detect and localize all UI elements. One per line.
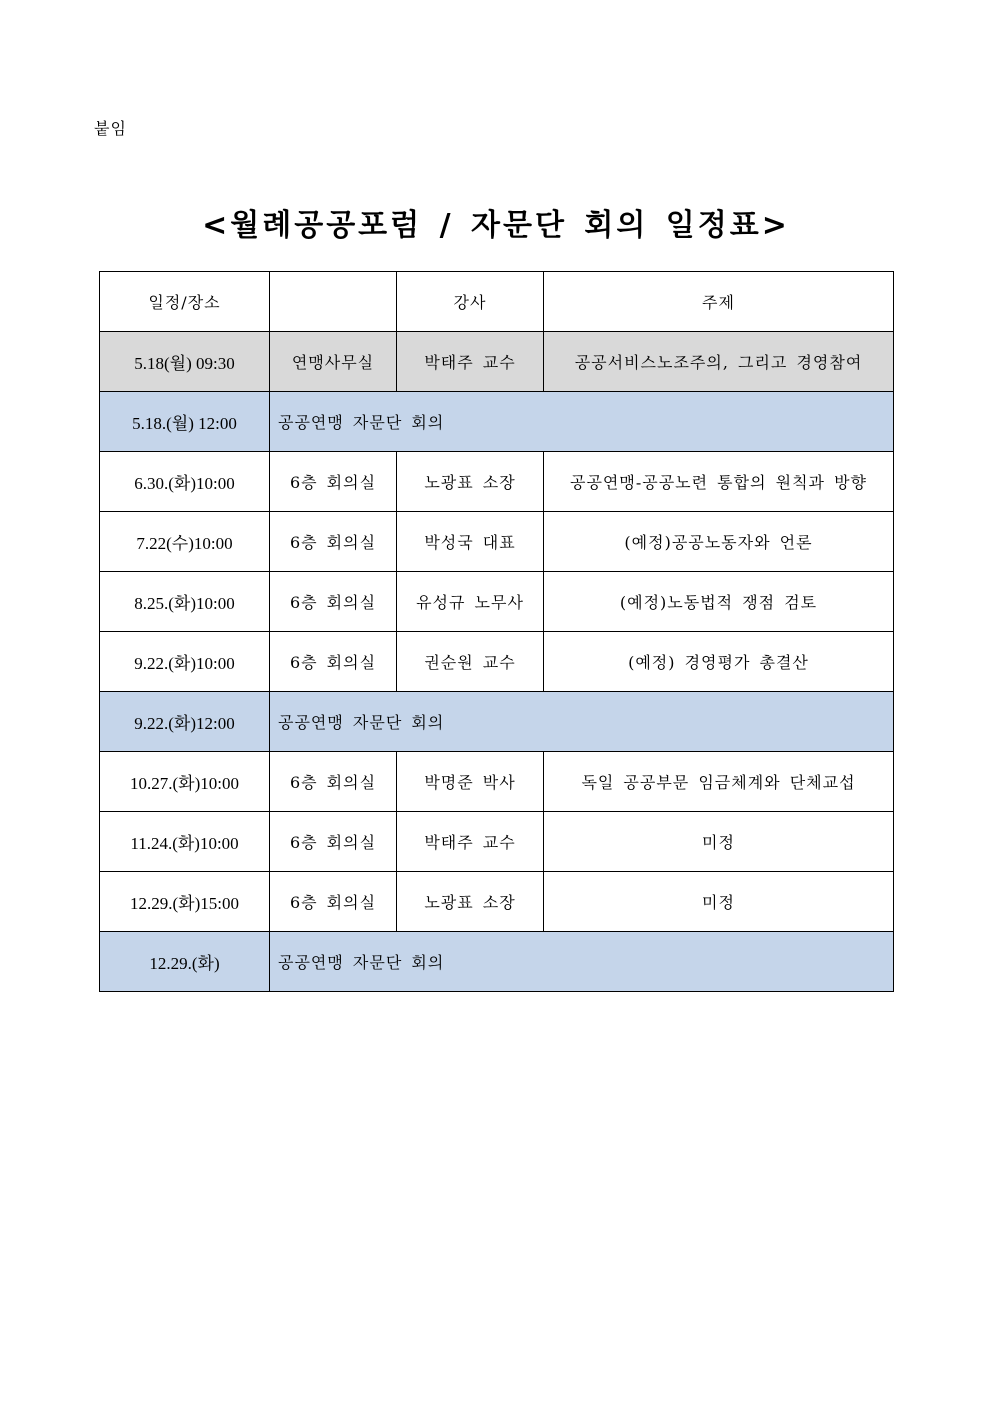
row-place-cell: 6층 회의실	[270, 872, 397, 932]
row-place-cell: 6층 회의실	[270, 572, 397, 632]
row-place-cell: 연맹사무실	[270, 332, 397, 392]
row-topic-cell: (예정)공공노동자와 언론	[544, 512, 894, 572]
row-place-cell: 6층 회의실	[270, 812, 397, 872]
table-row	[100, 752, 894, 812]
row-date-cell: 10.27.(화)10:00	[100, 752, 270, 812]
row-speaker-cell: 유성규 노무사	[397, 572, 544, 632]
row-speaker-cell: 노광표 소장	[397, 872, 544, 932]
document-title: <월례공공포럼 / 자문단 회의 일정표>	[202, 208, 790, 243]
row-topic-cell: (예정) 경영평가 총결산	[544, 632, 894, 692]
row-speaker-cell: 박태주 교수	[397, 812, 544, 872]
table-row	[100, 512, 894, 572]
row-speaker-cell: 박명준 박사	[397, 752, 544, 812]
table-row	[100, 872, 894, 932]
row-date-cell: 12.29.(화)	[100, 932, 270, 992]
table-row	[100, 452, 894, 512]
row-speaker-cell: 권순원 교수	[397, 632, 544, 692]
header-topic: 주제	[544, 272, 894, 332]
row-speaker-cell: 노광표 소장	[397, 452, 544, 512]
row-date-cell: 6.30.(화)10:00	[100, 452, 270, 512]
header-speaker: 강사	[397, 272, 544, 332]
row-place-cell: 6층 회의실	[270, 632, 397, 692]
attachment-label: 붙임	[94, 119, 127, 138]
row-topic-cell: 미정	[544, 812, 894, 872]
row-speaker-cell: 박성국 대표	[397, 512, 544, 572]
row-meeting-cell: 공공연맹 자문단 회의	[270, 692, 894, 752]
table-row	[100, 692, 894, 752]
table-row	[100, 572, 894, 632]
table-row	[100, 392, 894, 452]
row-place-cell: 6층 회의실	[270, 512, 397, 572]
row-place-cell: 6층 회의실	[270, 752, 397, 812]
header-schedule: 일정/장소	[100, 272, 270, 332]
row-date-cell: 11.24.(화)10:00	[100, 812, 270, 872]
table-row	[100, 332, 894, 392]
row-date-cell: 12.29.(화)15:00	[100, 872, 270, 932]
row-date-cell: 9.22.(화)12:00	[100, 692, 270, 752]
row-speaker-cell: 박태주 교수	[397, 332, 544, 392]
row-topic-cell: 독일 공공부문 임금체계와 단체교섭	[544, 752, 894, 812]
row-place-cell: 6층 회의실	[270, 452, 397, 512]
row-date-cell: 5.18.(월) 12:00	[100, 392, 270, 452]
table-row	[100, 932, 894, 992]
table-header-row	[100, 272, 894, 332]
row-date-cell: 5.18(월) 09:30	[100, 332, 270, 392]
row-meeting-cell: 공공연맹 자문단 회의	[270, 392, 894, 452]
row-date-cell: 9.22.(화)10:00	[100, 632, 270, 692]
table-row	[100, 812, 894, 872]
table-row	[100, 632, 894, 692]
row-topic-cell: 공공서비스노조주의, 그리고 경영참여	[544, 332, 894, 392]
row-date-cell: 7.22(수)10:00	[100, 512, 270, 572]
row-topic-cell: (예정)노동법적 쟁점 검토	[544, 572, 894, 632]
row-topic-cell: 공공연맹-공공노련 통합의 원칙과 방향	[544, 452, 894, 512]
header-place	[270, 272, 397, 332]
row-topic-cell: 미정	[544, 872, 894, 932]
row-date-cell: 8.25.(화)10:00	[100, 572, 270, 632]
row-meeting-cell: 공공연맹 자문단 회의	[270, 932, 894, 992]
schedule-table	[99, 271, 894, 992]
